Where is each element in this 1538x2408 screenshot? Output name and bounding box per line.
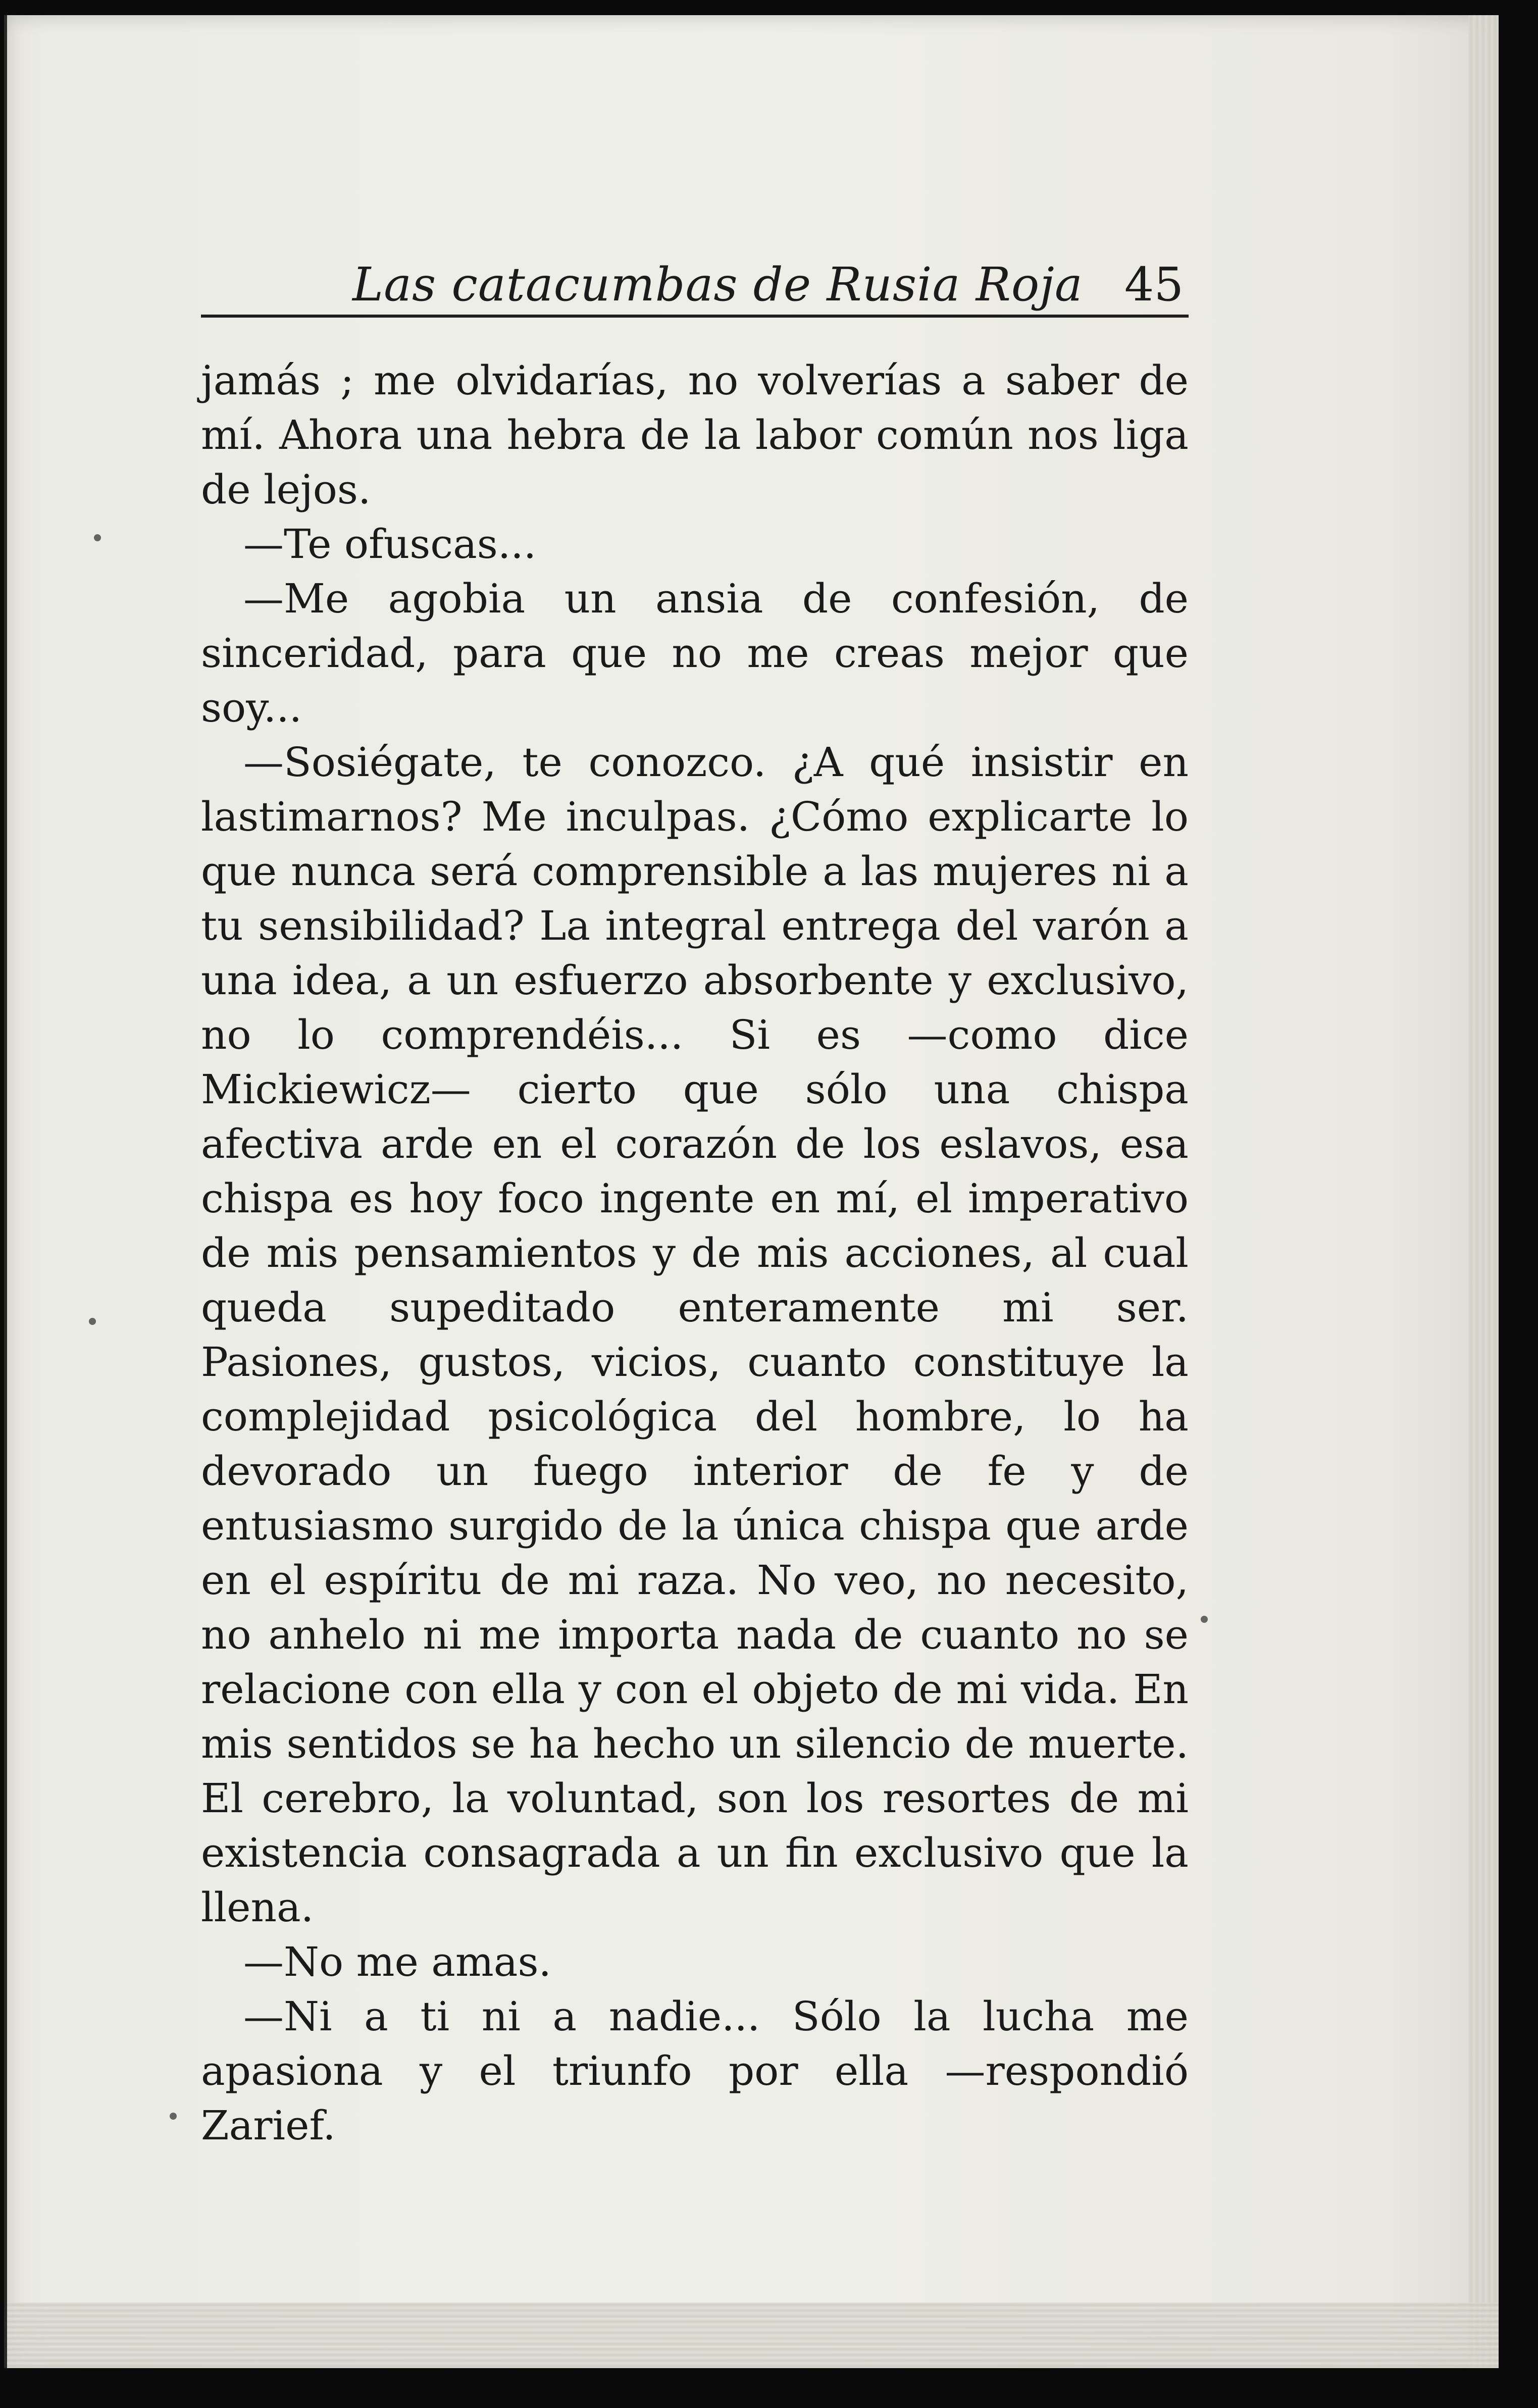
binding-edge	[4, 15, 7, 2368]
ink-speck	[94, 534, 101, 541]
paragraph: —Sosiégate, te conozco. ¿A qué insistir en lastimarnos? Me inculpas. ¿Cómo explicarte lo que nunca será comprensible a las mujeres ni a tu sensibilidad? La integral entrega del varón a una idea, a un esfuerzo absorbente y exclusivo, no lo comprendéis... Si es —como dice Mickiewicz— cierto que sólo una chispa afectiva arde en el corazón de los eslavos, esa chispa es hoy foco ingente en mí, el imperativo de mis pensamientos y de mis acciones, al cual queda supeditado enteramente mi ser. Pasiones, gustos, vicios, cuanto constituye la complejidad psicológica del hombre, lo ha devorado un fuego interior de fe y de entusiasmo surgido de la única chispa que arde en el espíritu de mi raza. No veo, no necesito, no anhelo ni me importa nada de cuanto no se relacione con ella y con el objeto de mi vida. En mis sentidos se ha hecho un silencio de muerte. El cerebro, la voluntad, son los resortes de mi existencia consagrada a un fin exclusivo que la llena.	[201, 739, 1189, 1931]
ink-speck	[170, 2113, 177, 2120]
page-edge-right	[1468, 15, 1499, 2368]
ink-speck	[89, 1318, 96, 1325]
header-rule	[201, 315, 1189, 318]
paragraph: —Ni a ti ni a nadie... Sólo la lucha me apasiona y el triunfo por ella —respondió Zarief.	[201, 1993, 1189, 2149]
body-text	[201, 353, 1189, 2153]
paragraph: —No me amas.	[243, 1938, 551, 1985]
running-header	[201, 247, 1189, 318]
paragraph: —Me agobia un ansia de confesión, de sinceridad, para que no me creas mejor que soy...	[201, 575, 1189, 731]
running-title: Las catacumbas de Rusia Roja	[352, 258, 1083, 312]
page-edge-bottom	[4, 2302, 1499, 2368]
paragraph: —Te ofuscas...	[243, 521, 537, 568]
page-number: 45	[1124, 258, 1184, 312]
ink-speck	[1201, 1616, 1208, 1623]
paragraph: jamás ; me olvidarías, no volverías a saber de mí. Ahora una hebra de la labor común nos liga de lejos.	[201, 357, 1189, 513]
